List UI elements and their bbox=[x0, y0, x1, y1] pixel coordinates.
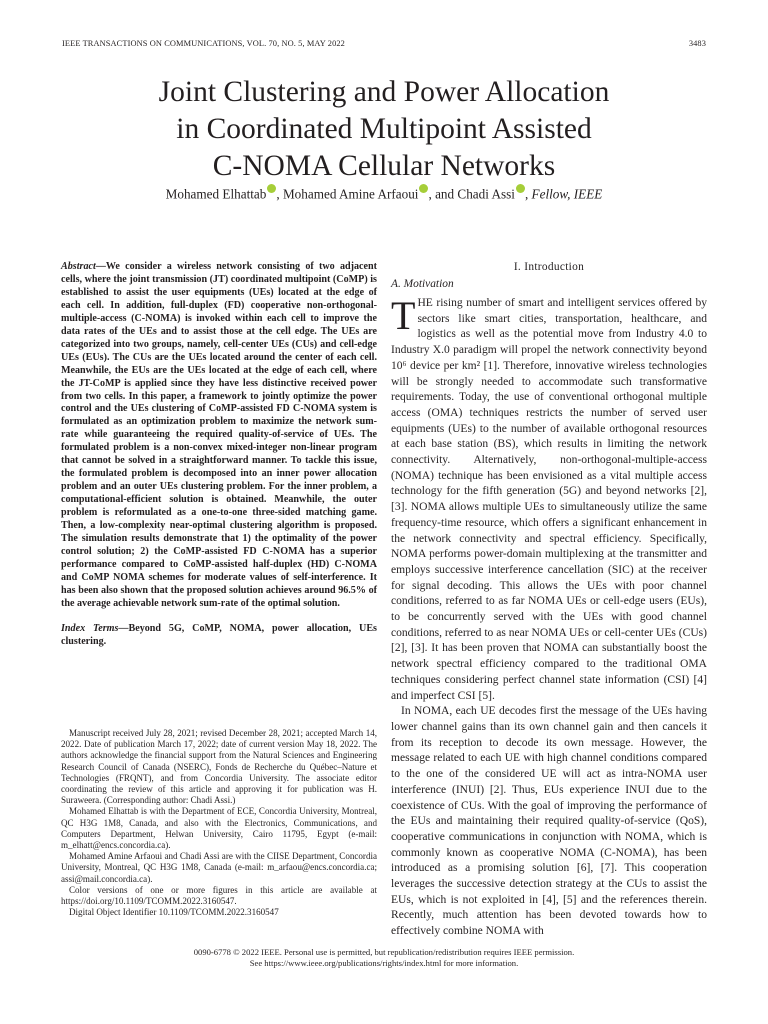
abstract-text: We consider a wireless network consisting of two adjacent cells, where the joint transmission (JT) coordinated multipoint (CoMP) is established to assist the user equipments (UEs) located at the edge of each cell. In addition, full-duplex (FD) cooperative non-orthogonal-multiple-access (C-NOMA) is invoked within each cell to improve the data rates of the UEs and to assist those at the cell edge. The UEs are categorized into two groups, namely, cell-center UEs (CUs) and cell-edge UEs (EUs). The CUs are the UEs located around the center of each cell. Meanwhile, the EUs are the UEs located at the edge of each cell, where the JT-CoMP is applied since they have less distinctive received power from two cells. In this paper, a framework to jointly optimize the power control and the UEs clustering of CoMP-assisted FD C-NOMA system is formulated as an optimization problem to maximize the network sum-rate while guaranteeing the required quality-of-service of UEs. The formulated problem is a non-convex mixed-integer non-linear program that cannot be solved in a straightforward manner. To tackle this issue, the formulated problem is decomposed into an inner power allocation problem and an outer UEs clustering problem. For the inner problem, a computational-efficient solution is obtained. Meanwhile, the outer problem is reformulated as a one-to-one three-sided matching game. Then, a low-complexity near-optimal clustering algorithm is proposed. The simulation results demonstrate that 1) the optimality of the power control solution; 2) the CoMP-assisted FD C-NOMA has a superior performance compared to CoMP-assisted half-duplex (HD) C-NOMA and CoMP NOMA schemes for moderate values of self-interference. It has been also shown that the proposed solution achieves around 96.5% of the average achievable network sum-rate of the optimal solution. bbox=[61, 261, 377, 609]
author-name: Mohamed Amine Arfaoui bbox=[282, 186, 419, 202]
subsection-heading: A. Motivation bbox=[391, 278, 454, 290]
paper-title bbox=[60, 74, 708, 185]
author-name: Chadi Assi bbox=[457, 186, 515, 202]
right-column bbox=[391, 261, 707, 940]
footnote-manuscript: Manuscript received July 28, 2021; revised December 28, 2021; accepted March 14, 2022. Date of publication March 17, 2022; date of current version May 18, 2022. The authors acknowledge the financial support from the Natural Sciences and Engineering Research Council of Canada (NSERC), Fonds de Recherche du Québec–Nature et Technologies (FRQNT), and from Concordia University. The associate editor coordinating the review of this article and approving it for publication was H. Suraweera. (Corresponding author: Chadi Assi.) bbox=[61, 728, 377, 806]
running-header: IEEE TRANSACTIONS ON COMMUNICATIONS, VOL. 70, NO. 5, MAY 2022 bbox=[62, 39, 345, 48]
author-name: Mohamed Elhattab bbox=[165, 186, 267, 202]
abstract-label: Abstract bbox=[61, 261, 96, 272]
author-list bbox=[60, 184, 708, 202]
author-separator: , and bbox=[428, 186, 458, 202]
intro-paragraph-2: In NOMA, each UE decodes first the message of the UEs having lower channel gains than its own channel gain and then cancels it from its reception to decode its own message. However, the message related to each UE with high channel conditions compared to the one of the considered UE will act as intra-NOMA user interference (INUI) [2]. Thus, EUs experience INUI due to the coexistence of CUs. With the goal of improving the performance of the EUs and maintaining their required quality-of-service (QoS), cooperative communications in conjunction with NOMA, which is commonly known as cooperative NOMA (C-NOMA), has been introduced as a promising solution [6], [7]. This cooperation leverages the successive detection strategy at the CUs to assist the EUs, which is not exploited in [4], [5] and the references therein. Recently, much attention has been devoted towards how to effectively combine NOMA with bbox=[391, 705, 707, 938]
index-terms-label: Index Terms bbox=[61, 622, 119, 634]
copyright-link[interactable]: See https://www.ieee.org/publications/rights/index.html for more information. bbox=[249, 958, 519, 969]
footnote-author-2-3: Mohamed Amine Arfaoui and Chadi Assi are with the CIISE Department, Concordia University, Montreal, QC H3G 1M8, Canada (e-mail: m_arfaou@encs.concordia.ca; assi@mail.concordia.ca). bbox=[61, 851, 377, 884]
title-line: C-NOMA Cellular Networks bbox=[212, 150, 556, 182]
footnote-color-versions: Color versions of one or more figures in this article are available at https://doi.org/10.1109/TCOMM.2022.3160547. bbox=[61, 884, 377, 907]
orcid-icon[interactable] bbox=[516, 184, 525, 193]
copyright-notice bbox=[60, 947, 708, 969]
left-column bbox=[61, 261, 377, 649]
drop-cap: T bbox=[391, 293, 416, 338]
footnote-doi: Digital Object Identifier 10.1109/TCOMM.2022.3160547 bbox=[69, 907, 279, 918]
index-terms bbox=[61, 623, 377, 649]
title-line: Joint Clustering and Power Allocation bbox=[158, 76, 610, 108]
title-line: in Coordinated Multipoint Assisted bbox=[176, 113, 592, 145]
footnote-author-1: Mohamed Elhattab is with the Department of ECE, Concordia University, Montreal, QC H3G 1M8, Canada, and also with the Electronics, Communications, and Computers Department, Helwan University, Cairo 11795, Egypt (e-mail: m_elhatt@encs.concordia.ca). bbox=[61, 806, 377, 851]
abstract-dash: — bbox=[95, 261, 106, 272]
abstract bbox=[61, 261, 377, 611]
author-separator: , bbox=[524, 186, 532, 202]
author-role: Fellow, IEEE bbox=[531, 186, 603, 202]
section-heading: I. Introduction bbox=[513, 261, 585, 273]
index-terms-text: Beyond 5G, CoMP, NOMA, power allocation, UEs clustering. bbox=[61, 622, 377, 647]
copyright-line: 0090-6778 © 2022 IEEE. Personal use is permitted, but republication/redistribution requires IEEE permission. bbox=[193, 947, 575, 957]
index-terms-dash: — bbox=[118, 622, 129, 634]
intro-paragraph-1 bbox=[391, 293, 707, 704]
author-separator: , bbox=[276, 186, 283, 202]
orcid-icon[interactable] bbox=[267, 184, 276, 193]
page-number: 3483 bbox=[688, 39, 706, 48]
footnotes bbox=[61, 728, 377, 918]
paragraph-text: HE rising number of smart and intelligent services offered by sectors like smart cities, transportation, healthcare, and logistics as well as the potential move from Industry 4.0 to Industry X.0 paradigm will propel the network connectivity beyond 10⁶ device per km² [1]. Therefore, innovative wireless technologies will be strongly needed to accommodate such transformative requirements. Today, the use of conventional orthogonal multiple access (OMA) techniques restricts the number of served user equipments (UEs) to the number of available orthogonal resources at each base station (BS), which results in limiting the network connectivity. Alternatively, non-orthogonal-multiple-access (NOMA) technique has been envisioned as a vital multiple access technology for the fifth generation (5G) and beyond networks [2], [3]. NOMA allows multiple UEs to simultaneously utilize the same frequency-time resource, which offers a significant enhancement in the network connectivity and spectral efficiency. Specifically, NOMA performs power-domain multiplexing at the transmitter and employs successive interference cancellation (SIC) at the receiver for signal decoding. This allows the UEs with poor channel conditions, referred to as far NOMA UEs or cell-edge users (EUs), to be concurrently served with the UEs with good channel conditions, referred to as near NOMA UEs or cell-center UEs (CUs) [2], [3]. It has been proven that NOMA can substantially boost the network spectral efficiency compared to the traditional OMA techniques considering perfect channel state information (CSI) [4] and imperfect CSI [5]. bbox=[391, 297, 707, 702]
